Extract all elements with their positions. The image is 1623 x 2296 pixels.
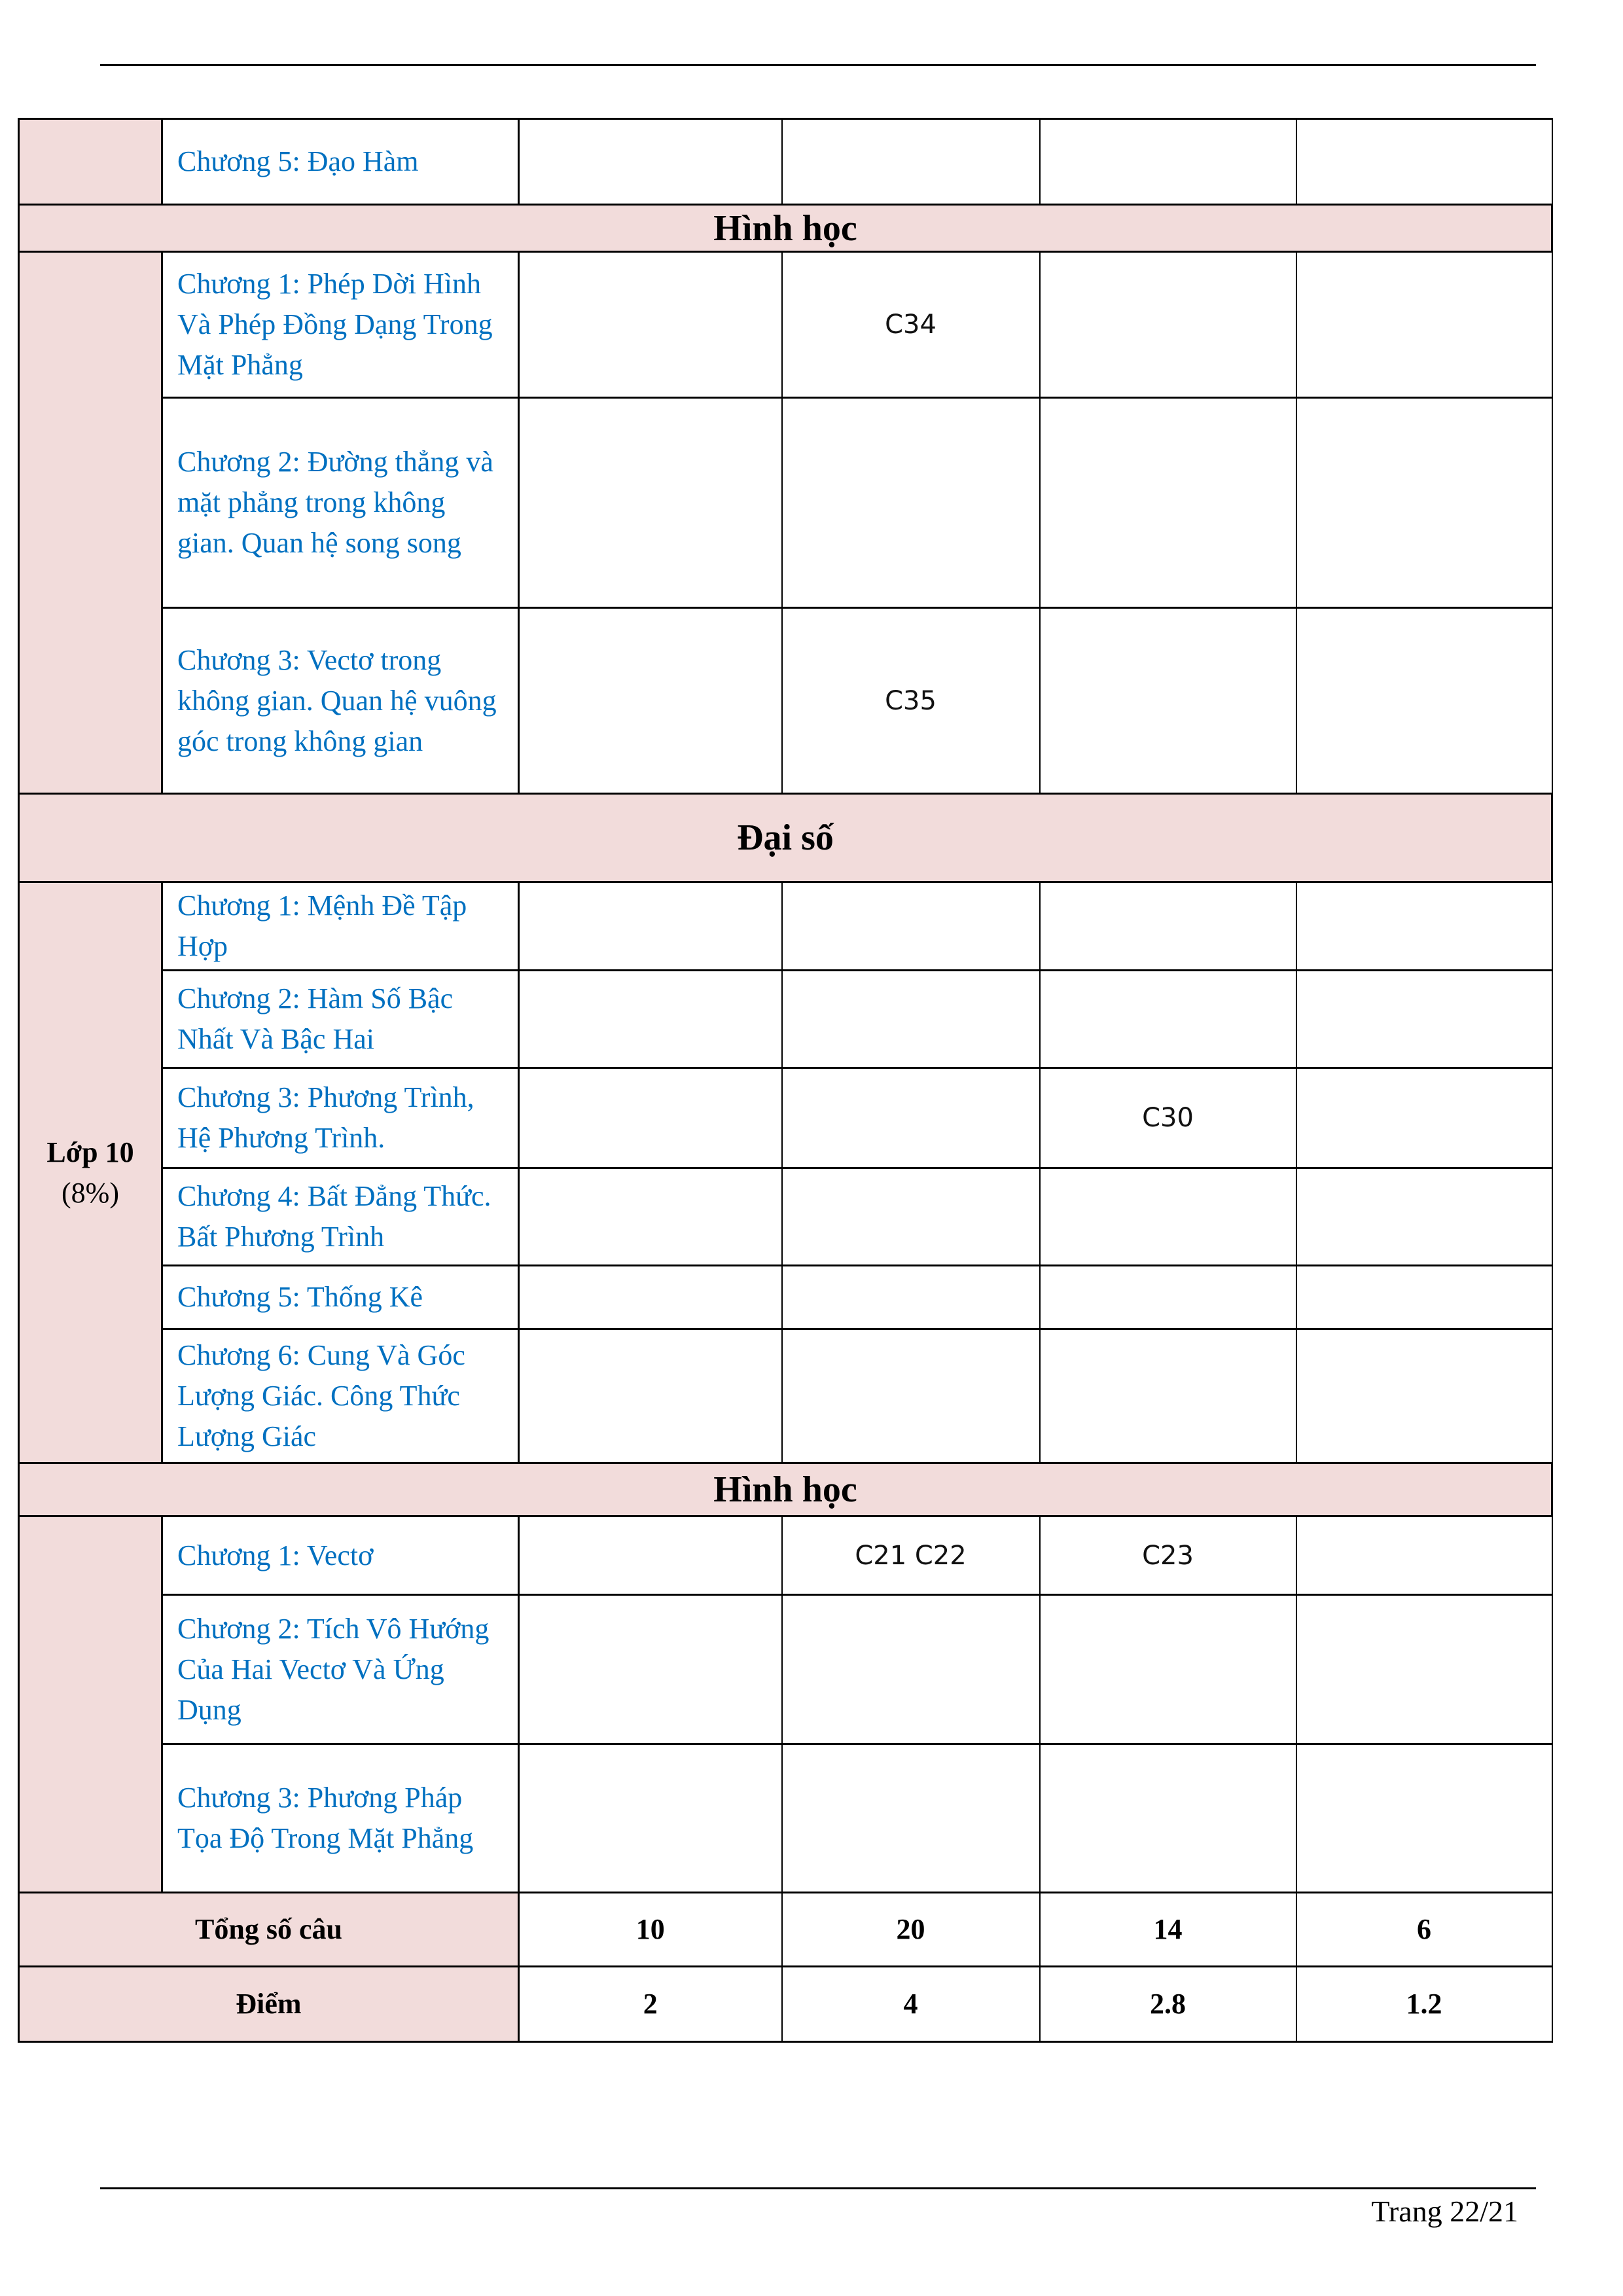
chapter-row [19, 252, 1552, 398]
chapter-title: Chương 5: Đạo Hàm [162, 119, 519, 205]
chapter-row [19, 119, 1552, 205]
chapter-row [19, 1595, 1552, 1744]
total-label: Điểm [19, 1967, 519, 2042]
chapter-title: Chương 3: Phương Trình, Hệ Phương Trình. [162, 1068, 519, 1168]
chapter-title: Chương 5: Thống Kê [162, 1266, 519, 1329]
total-value: 4 [782, 1967, 1040, 2042]
grade-cell [19, 1516, 162, 1893]
section-title: Hình học [19, 1463, 1552, 1516]
grade-cell [19, 119, 162, 205]
chapter-row [19, 882, 1552, 971]
question-cell [1296, 1329, 1552, 1463]
chapter-title: Chương 1: Phép Dời Hình Và Phép Đồng Dạng Trong Mặt Phẳng [162, 252, 519, 398]
question-cell [1296, 1744, 1552, 1893]
header-rule [100, 64, 1536, 66]
chapter-title: Chương 3: Phương Pháp Tọa Độ Trong Mặt Phẳng [162, 1744, 519, 1893]
grade-cell [19, 252, 162, 794]
question-cell: C21 C22 [782, 1516, 1040, 1595]
chapter-title: Chương 6: Cung Và Góc Lượng Giác. Công Thức Lượng Giác [162, 1329, 519, 1463]
total-row [19, 1893, 1552, 1967]
question-cell [1296, 252, 1552, 398]
question-cell [519, 252, 782, 398]
question-cell [782, 1744, 1040, 1893]
question-cell [1040, 1266, 1296, 1329]
total-value: 6 [1296, 1893, 1552, 1967]
question-cell [1296, 971, 1552, 1068]
question-cell [519, 1329, 782, 1463]
page-number: Trang 22/21 [1371, 2195, 1518, 2228]
question-cell [1296, 1595, 1552, 1744]
question-cell [782, 882, 1040, 971]
chapter-row [19, 1744, 1552, 1893]
footer-rule [100, 2187, 1536, 2189]
total-value: 1.2 [1296, 1967, 1552, 2042]
question-cell [782, 971, 1040, 1068]
chapter-row [19, 971, 1552, 1068]
chapter-title: Chương 2: Tích Vô Hướng Của Hai Vectơ Và Ứng Dụng [162, 1595, 519, 1744]
chapter-title: Chương 3: Vectơ trong không gian. Quan hệ vuông góc trong không gian [162, 608, 519, 794]
total-label: Tổng số câu [19, 1893, 519, 1967]
chapter-title: Chương 2: Hàm Số Bậc Nhất Và Bậc Hai [162, 971, 519, 1068]
question-cell [519, 398, 782, 608]
question-cell [782, 1168, 1040, 1266]
question-cell [1040, 1329, 1296, 1463]
question-cell [519, 119, 782, 205]
chapter-title: Chương 1: Vectơ [162, 1516, 519, 1595]
question-cell [1296, 398, 1552, 608]
chapter-row [19, 608, 1552, 794]
question-cell [1040, 971, 1296, 1068]
question-cell [782, 398, 1040, 608]
chapter-row [19, 1168, 1552, 1266]
question-cell [519, 1068, 782, 1168]
exam-matrix-table [18, 118, 1553, 2043]
chapter-title: Chương 2: Đường thẳng và mặt phẳng trong không gian. Quan hệ song song [162, 398, 519, 608]
question-cell [519, 1168, 782, 1266]
question-cell [782, 1595, 1040, 1744]
total-value: 2 [519, 1967, 782, 2042]
question-cell: C35 [782, 608, 1040, 794]
question-cell [782, 119, 1040, 205]
question-cell [1296, 882, 1552, 971]
section-header-row [19, 205, 1552, 252]
total-value: 10 [519, 1893, 782, 1967]
total-row [19, 1967, 1552, 2042]
section-header-row [19, 1463, 1552, 1516]
chapter-row [19, 1068, 1552, 1168]
question-cell [1296, 608, 1552, 794]
question-cell [1040, 1595, 1296, 1744]
question-cell [1040, 1744, 1296, 1893]
question-cell [1296, 1266, 1552, 1329]
total-value: 2.8 [1040, 1967, 1296, 2042]
chapter-row [19, 1516, 1552, 1595]
total-value: 14 [1040, 1893, 1296, 1967]
question-cell [1040, 252, 1296, 398]
question-cell [782, 1266, 1040, 1329]
section-title: Hình học [19, 205, 1552, 252]
question-cell [519, 1266, 782, 1329]
question-cell [1040, 1168, 1296, 1266]
question-cell [1296, 1168, 1552, 1266]
question-cell [1040, 119, 1296, 205]
total-value: 20 [782, 1893, 1040, 1967]
question-cell: C30 [1040, 1068, 1296, 1168]
question-cell [1040, 608, 1296, 794]
grade-weight: (8%) [62, 1176, 119, 1209]
grade-cell [19, 882, 162, 1463]
section-title: Đại số [19, 794, 1552, 882]
question-cell [519, 608, 782, 794]
chapter-row [19, 398, 1552, 608]
question-cell: C23 [1040, 1516, 1296, 1595]
chapter-row [19, 1329, 1552, 1463]
chapter-row [19, 1266, 1552, 1329]
question-cell [519, 1744, 782, 1893]
chapter-title: Chương 4: Bất Đẳng Thức. Bất Phương Trình [162, 1168, 519, 1266]
question-cell [519, 882, 782, 971]
question-cell [1296, 1068, 1552, 1168]
question-cell: C34 [782, 252, 1040, 398]
question-cell [1040, 398, 1296, 608]
section-header-row [19, 794, 1552, 882]
question-cell [1296, 1516, 1552, 1595]
question-cell [1296, 119, 1552, 205]
grade-label: Lớp 10 [46, 1136, 134, 1168]
chapter-title: Chương 1: Mệnh Đề Tập Hợp [162, 882, 519, 971]
question-cell [782, 1329, 1040, 1463]
question-cell [519, 1595, 782, 1744]
question-cell [782, 1068, 1040, 1168]
question-cell [1040, 882, 1296, 971]
question-cell [519, 971, 782, 1068]
question-cell [519, 1516, 782, 1595]
